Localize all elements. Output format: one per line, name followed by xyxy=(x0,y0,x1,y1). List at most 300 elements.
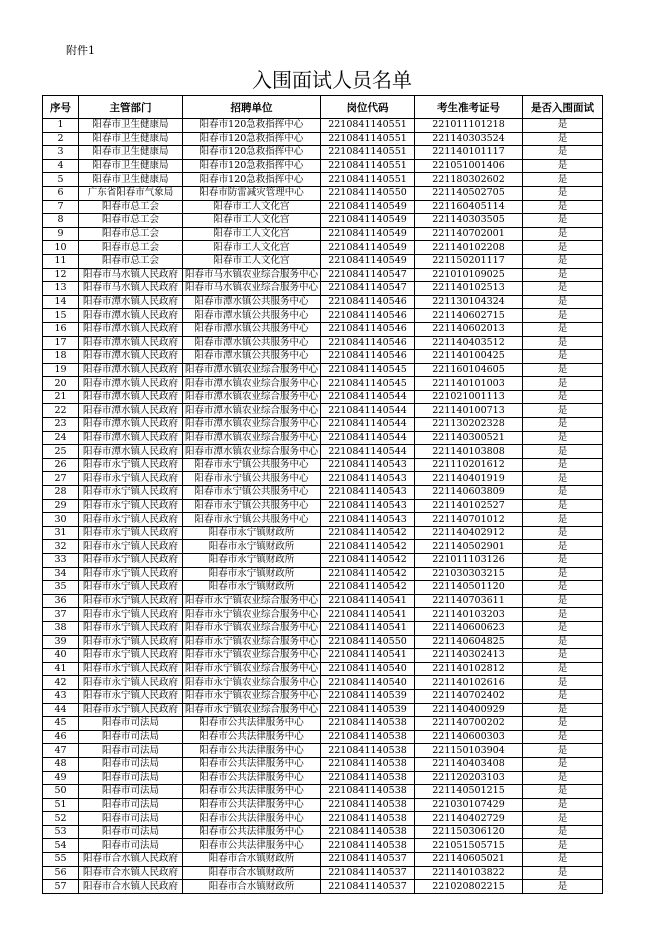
cell-shortlisted: 是 xyxy=(523,458,603,472)
cell-ticket-number: 221160405114 xyxy=(415,200,523,214)
cell-shortlisted: 是 xyxy=(523,499,603,513)
cell-shortlisted: 是 xyxy=(523,363,603,377)
cell-shortlisted: 是 xyxy=(523,186,603,200)
header-shortlisted: 是否入围面试 xyxy=(523,96,603,119)
cell-department: 阳春市永宁镇人民政府 xyxy=(79,486,183,500)
cell-department: 阳春市潭水镇人民政府 xyxy=(79,404,183,418)
cell-position-code: 2210841140545 xyxy=(321,377,415,391)
cell-index: 36 xyxy=(43,594,79,608)
cell-shortlisted: 是 xyxy=(523,540,603,554)
cell-department: 阳春市司法局 xyxy=(79,839,183,853)
table-row xyxy=(43,309,603,323)
cell-ticket-number: 221140100425 xyxy=(415,350,523,364)
cell-index: 3 xyxy=(43,146,79,160)
cell-ticket-number: 221140403408 xyxy=(415,757,523,771)
cell-index: 12 xyxy=(43,268,79,282)
cell-index: 49 xyxy=(43,771,79,785)
cell-ticket-number: 221150306120 xyxy=(415,825,523,839)
cell-employer: 阳春市潭水镇公共服务中心 xyxy=(183,295,321,309)
cell-position-code: 2210841140542 xyxy=(321,554,415,568)
cell-index: 9 xyxy=(43,227,79,241)
table-row xyxy=(43,554,603,568)
cell-shortlisted: 是 xyxy=(523,200,603,214)
cell-index: 30 xyxy=(43,513,79,527)
cell-employer: 阳春市潭水镇农业综合服务中心 xyxy=(183,363,321,377)
cell-position-code: 2210841140549 xyxy=(321,241,415,255)
table-row xyxy=(43,608,603,622)
cell-shortlisted: 是 xyxy=(523,377,603,391)
cell-position-code: 2210841140541 xyxy=(321,621,415,635)
cell-department: 阳春市卫生健康局 xyxy=(79,159,183,173)
cell-shortlisted: 是 xyxy=(523,159,603,173)
cell-employer: 阳春市潭水镇农业综合服务中心 xyxy=(183,445,321,459)
cell-position-code: 2210841140550 xyxy=(321,635,415,649)
cell-index: 27 xyxy=(43,472,79,486)
cell-department: 阳春市合水镇人民政府 xyxy=(79,866,183,880)
cell-department: 阳春市永宁镇人民政府 xyxy=(79,608,183,622)
cell-index: 4 xyxy=(43,159,79,173)
cell-shortlisted: 是 xyxy=(523,241,603,255)
cell-employer: 阳春市合水镇财政所 xyxy=(183,853,321,867)
cell-employer: 阳春市公共法律服务中心 xyxy=(183,812,321,826)
cell-employer: 阳春市公共法律服务中心 xyxy=(183,771,321,785)
cell-shortlisted: 是 xyxy=(523,295,603,309)
cell-index: 25 xyxy=(43,445,79,459)
cell-ticket-number: 221140502901 xyxy=(415,540,523,554)
cell-index: 13 xyxy=(43,282,79,296)
cell-ticket-number: 221130104324 xyxy=(415,295,523,309)
table-row xyxy=(43,798,603,812)
cell-department: 阳春市永宁镇人民政府 xyxy=(79,513,183,527)
cell-ticket-number: 221140401919 xyxy=(415,472,523,486)
cell-shortlisted: 是 xyxy=(523,214,603,228)
cell-index: 54 xyxy=(43,839,79,853)
cell-index: 23 xyxy=(43,418,79,432)
cell-department: 阳春市司法局 xyxy=(79,730,183,744)
cell-ticket-number: 221140400929 xyxy=(415,703,523,717)
cell-position-code: 2210841140550 xyxy=(321,186,415,200)
cell-employer: 阳春市永宁镇财政所 xyxy=(183,540,321,554)
cell-shortlisted: 是 xyxy=(523,445,603,459)
cell-position-code: 2210841140543 xyxy=(321,499,415,513)
cell-department: 阳春市永宁镇人民政府 xyxy=(79,676,183,690)
cell-department: 阳春市卫生健康局 xyxy=(79,119,183,133)
cell-index: 39 xyxy=(43,635,79,649)
table-row xyxy=(43,119,603,133)
table-row xyxy=(43,132,603,146)
cell-ticket-number: 221140502705 xyxy=(415,186,523,200)
table-row xyxy=(43,812,603,826)
cell-index: 35 xyxy=(43,581,79,595)
cell-shortlisted: 是 xyxy=(523,880,603,894)
cell-index: 29 xyxy=(43,499,79,513)
cell-ticket-number: 221140102616 xyxy=(415,676,523,690)
cell-ticket-number: 221140102208 xyxy=(415,241,523,255)
cell-shortlisted: 是 xyxy=(523,730,603,744)
table-row xyxy=(43,322,603,336)
table-row xyxy=(43,336,603,350)
cell-shortlisted: 是 xyxy=(523,839,603,853)
cell-shortlisted: 是 xyxy=(523,322,603,336)
cell-department: 阳春市永宁镇人民政府 xyxy=(79,662,183,676)
cell-ticket-number: 221140700202 xyxy=(415,717,523,731)
table-row xyxy=(43,689,603,703)
cell-index: 17 xyxy=(43,336,79,350)
cell-shortlisted: 是 xyxy=(523,146,603,160)
cell-ticket-number: 221140701012 xyxy=(415,513,523,527)
table-row xyxy=(43,635,603,649)
cell-ticket-number: 221140303505 xyxy=(415,214,523,228)
cell-shortlisted: 是 xyxy=(523,798,603,812)
cell-department: 阳春市司法局 xyxy=(79,798,183,812)
cell-department: 阳春市马水镇人民政府 xyxy=(79,282,183,296)
cell-index: 46 xyxy=(43,730,79,744)
cell-ticket-number: 221140302413 xyxy=(415,649,523,663)
cell-position-code: 2210841140546 xyxy=(321,350,415,364)
cell-ticket-number: 221140402729 xyxy=(415,812,523,826)
cell-index: 32 xyxy=(43,540,79,554)
cell-shortlisted: 是 xyxy=(523,513,603,527)
cell-ticket-number: 221021001113 xyxy=(415,390,523,404)
cell-department: 阳春市永宁镇人民政府 xyxy=(79,594,183,608)
table-row xyxy=(43,445,603,459)
cell-employer: 阳春市永宁镇农业综合服务中心 xyxy=(183,676,321,690)
cell-employer: 阳春市潭水镇农业综合服务中心 xyxy=(183,431,321,445)
cell-department: 阳春市司法局 xyxy=(79,744,183,758)
cell-ticket-number: 221030303215 xyxy=(415,567,523,581)
table-row xyxy=(43,621,603,635)
cell-ticket-number: 221140602013 xyxy=(415,322,523,336)
header-position-code: 岗位代码 xyxy=(321,96,415,119)
cell-shortlisted: 是 xyxy=(523,567,603,581)
cell-employer: 阳春市潭水镇公共服务中心 xyxy=(183,322,321,336)
cell-ticket-number: 221140300521 xyxy=(415,431,523,445)
table-row xyxy=(43,662,603,676)
cell-employer: 阳春市120急救指挥中心 xyxy=(183,119,321,133)
cell-employer: 阳春市永宁镇农业综合服务中心 xyxy=(183,608,321,622)
cell-employer: 阳春市永宁镇公共服务中心 xyxy=(183,472,321,486)
cell-employer: 阳春市永宁镇农业综合服务中心 xyxy=(183,635,321,649)
cell-employer: 阳春市120急救指挥中心 xyxy=(183,146,321,160)
table-row xyxy=(43,377,603,391)
cell-index: 20 xyxy=(43,377,79,391)
table-row xyxy=(43,295,603,309)
cell-position-code: 2210841140546 xyxy=(321,309,415,323)
cell-index: 1 xyxy=(43,119,79,133)
cell-shortlisted: 是 xyxy=(523,635,603,649)
cell-index: 26 xyxy=(43,458,79,472)
table-row xyxy=(43,703,603,717)
cell-department: 阳春市司法局 xyxy=(79,812,183,826)
cell-employer: 阳春市潭水镇公共服务中心 xyxy=(183,350,321,364)
cell-department: 阳春市永宁镇人民政府 xyxy=(79,526,183,540)
cell-department: 阳春市潭水镇人民政府 xyxy=(79,390,183,404)
cell-department: 阳春市合水镇人民政府 xyxy=(79,853,183,867)
cell-ticket-number: 221150201117 xyxy=(415,254,523,268)
cell-department: 阳春市卫生健康局 xyxy=(79,173,183,187)
table-row xyxy=(43,825,603,839)
cell-ticket-number: 221011103126 xyxy=(415,554,523,568)
cell-shortlisted: 是 xyxy=(523,486,603,500)
cell-ticket-number: 221140501120 xyxy=(415,581,523,595)
cell-ticket-number: 221140703611 xyxy=(415,594,523,608)
cell-shortlisted: 是 xyxy=(523,608,603,622)
cell-employer: 阳春市永宁镇农业综合服务中心 xyxy=(183,703,321,717)
cell-ticket-number: 221140702001 xyxy=(415,227,523,241)
cell-position-code: 2210841140544 xyxy=(321,390,415,404)
table-row xyxy=(43,227,603,241)
cell-index: 8 xyxy=(43,214,79,228)
cell-index: 33 xyxy=(43,554,79,568)
table-row xyxy=(43,268,603,282)
table-row xyxy=(43,567,603,581)
cell-department: 阳春市潭水镇人民政府 xyxy=(79,445,183,459)
cell-department: 阳春市潭水镇人民政府 xyxy=(79,418,183,432)
cell-shortlisted: 是 xyxy=(523,594,603,608)
cell-ticket-number: 221130202328 xyxy=(415,418,523,432)
table-row xyxy=(43,186,603,200)
cell-position-code: 2210841140551 xyxy=(321,159,415,173)
cell-employer: 阳春市潭水镇农业综合服务中心 xyxy=(183,418,321,432)
cell-index: 2 xyxy=(43,132,79,146)
cell-department: 阳春市潭水镇人民政府 xyxy=(79,336,183,350)
cell-position-code: 2210841140540 xyxy=(321,662,415,676)
cell-position-code: 2210841140551 xyxy=(321,146,415,160)
cell-employer: 阳春市永宁镇财政所 xyxy=(183,526,321,540)
table-row xyxy=(43,241,603,255)
cell-department: 阳春市司法局 xyxy=(79,825,183,839)
table-row xyxy=(43,649,603,663)
cell-department: 阳春市永宁镇人民政府 xyxy=(79,703,183,717)
cell-index: 22 xyxy=(43,404,79,418)
cell-ticket-number: 221140600623 xyxy=(415,621,523,635)
cell-position-code: 2210841140537 xyxy=(321,853,415,867)
cell-position-code: 2210841140538 xyxy=(321,757,415,771)
cell-employer: 阳春市公共法律服务中心 xyxy=(183,717,321,731)
cell-employer: 阳春市潭水镇公共服务中心 xyxy=(183,309,321,323)
cell-shortlisted: 是 xyxy=(523,173,603,187)
cell-employer: 阳春市马水镇农业综合服务中心 xyxy=(183,282,321,296)
cell-index: 28 xyxy=(43,486,79,500)
cell-shortlisted: 是 xyxy=(523,689,603,703)
cell-employer: 阳春市防雷减灾管理中心 xyxy=(183,186,321,200)
cell-shortlisted: 是 xyxy=(523,554,603,568)
cell-index: 19 xyxy=(43,363,79,377)
table-row xyxy=(43,431,603,445)
cell-position-code: 2210841140546 xyxy=(321,295,415,309)
cell-department: 阳春市马水镇人民政府 xyxy=(79,268,183,282)
cell-department: 阳春市永宁镇人民政府 xyxy=(79,581,183,595)
cell-shortlisted: 是 xyxy=(523,757,603,771)
table-row xyxy=(43,282,603,296)
cell-employer: 阳春市永宁镇财政所 xyxy=(183,581,321,595)
cell-employer: 阳春市120急救指挥中心 xyxy=(183,159,321,173)
cell-index: 40 xyxy=(43,649,79,663)
cell-position-code: 2210841140544 xyxy=(321,404,415,418)
cell-index: 10 xyxy=(43,241,79,255)
cell-ticket-number: 221140303524 xyxy=(415,132,523,146)
cell-ticket-number: 221140102812 xyxy=(415,662,523,676)
cell-position-code: 2210841140542 xyxy=(321,526,415,540)
table-row xyxy=(43,200,603,214)
cell-employer: 阳春市永宁镇农业综合服务中心 xyxy=(183,689,321,703)
cell-position-code: 2210841140538 xyxy=(321,839,415,853)
cell-shortlisted: 是 xyxy=(523,227,603,241)
cell-employer: 阳春市永宁镇公共服务中心 xyxy=(183,513,321,527)
cell-department: 阳春市永宁镇人民政府 xyxy=(79,499,183,513)
cell-index: 16 xyxy=(43,322,79,336)
table-row xyxy=(43,458,603,472)
table-row xyxy=(43,730,603,744)
cell-index: 21 xyxy=(43,390,79,404)
cell-index: 18 xyxy=(43,350,79,364)
cell-department: 阳春市卫生健康局 xyxy=(79,146,183,160)
cell-index: 56 xyxy=(43,866,79,880)
cell-ticket-number: 221030107429 xyxy=(415,798,523,812)
cell-employer: 阳春市合水镇财政所 xyxy=(183,880,321,894)
cell-position-code: 2210841140542 xyxy=(321,540,415,554)
table-row xyxy=(43,390,603,404)
cell-index: 43 xyxy=(43,689,79,703)
cell-employer: 阳春市潭水镇农业综合服务中心 xyxy=(183,390,321,404)
cell-employer: 阳春市公共法律服务中心 xyxy=(183,839,321,853)
cell-employer: 阳春市永宁镇财政所 xyxy=(183,554,321,568)
cell-position-code: 2210841140537 xyxy=(321,866,415,880)
cell-ticket-number: 221140103808 xyxy=(415,445,523,459)
cell-index: 14 xyxy=(43,295,79,309)
cell-shortlisted: 是 xyxy=(523,404,603,418)
cell-department: 阳春市司法局 xyxy=(79,757,183,771)
cell-department: 阳春市总工会 xyxy=(79,200,183,214)
cell-employer: 阳春市永宁镇公共服务中心 xyxy=(183,486,321,500)
cell-shortlisted: 是 xyxy=(523,744,603,758)
cell-index: 41 xyxy=(43,662,79,676)
cell-ticket-number: 221140702402 xyxy=(415,689,523,703)
cell-position-code: 2210841140538 xyxy=(321,730,415,744)
table-row xyxy=(43,526,603,540)
table-row xyxy=(43,363,603,377)
cell-ticket-number: 221140403512 xyxy=(415,336,523,350)
cell-position-code: 2210841140551 xyxy=(321,132,415,146)
cell-department: 阳春市永宁镇人民政府 xyxy=(79,554,183,568)
table-row xyxy=(43,785,603,799)
cell-position-code: 2210841140539 xyxy=(321,703,415,717)
cell-employer: 阳春市公共法律服务中心 xyxy=(183,798,321,812)
cell-department: 阳春市潭水镇人民政府 xyxy=(79,322,183,336)
cell-ticket-number: 221051505715 xyxy=(415,839,523,853)
cell-employer: 阳春市公共法律服务中心 xyxy=(183,757,321,771)
cell-employer: 阳春市潭水镇公共服务中心 xyxy=(183,336,321,350)
cell-position-code: 2210841140537 xyxy=(321,880,415,894)
cell-index: 51 xyxy=(43,798,79,812)
cell-shortlisted: 是 xyxy=(523,853,603,867)
cell-index: 5 xyxy=(43,173,79,187)
cell-department: 阳春市永宁镇人民政府 xyxy=(79,540,183,554)
cell-shortlisted: 是 xyxy=(523,703,603,717)
cell-shortlisted: 是 xyxy=(523,676,603,690)
cell-employer: 阳春市工人文化宫 xyxy=(183,254,321,268)
cell-ticket-number: 221150103904 xyxy=(415,744,523,758)
cell-employer: 阳春市合水镇财政所 xyxy=(183,866,321,880)
cell-employer: 阳春市潭水镇农业综合服务中心 xyxy=(183,404,321,418)
cell-shortlisted: 是 xyxy=(523,390,603,404)
cell-index: 55 xyxy=(43,853,79,867)
cell-employer: 阳春市永宁镇农业综合服务中心 xyxy=(183,649,321,663)
cell-ticket-number: 221180302602 xyxy=(415,173,523,187)
cell-ticket-number: 221140102527 xyxy=(415,499,523,513)
table-row xyxy=(43,254,603,268)
cell-position-code: 2210841140538 xyxy=(321,771,415,785)
cell-index: 7 xyxy=(43,200,79,214)
cell-shortlisted: 是 xyxy=(523,350,603,364)
cell-shortlisted: 是 xyxy=(523,431,603,445)
table-row xyxy=(43,404,603,418)
cell-ticket-number: 221140102513 xyxy=(415,282,523,296)
cell-index: 11 xyxy=(43,254,79,268)
cell-ticket-number: 221140604825 xyxy=(415,635,523,649)
cell-department: 阳春市永宁镇人民政府 xyxy=(79,635,183,649)
cell-position-code: 2210841140546 xyxy=(321,336,415,350)
cell-position-code: 2210841140538 xyxy=(321,717,415,731)
cell-ticket-number: 221140603809 xyxy=(415,486,523,500)
cell-position-code: 2210841140538 xyxy=(321,744,415,758)
cell-department: 阳春市司法局 xyxy=(79,717,183,731)
cell-position-code: 2210841140547 xyxy=(321,282,415,296)
cell-employer: 阳春市公共法律服务中心 xyxy=(183,825,321,839)
cell-ticket-number: 221140100713 xyxy=(415,404,523,418)
cell-ticket-number: 221140600303 xyxy=(415,730,523,744)
table-row xyxy=(43,866,603,880)
table-row xyxy=(43,757,603,771)
table-row xyxy=(43,717,603,731)
cell-shortlisted: 是 xyxy=(523,812,603,826)
cell-department: 阳春市总工会 xyxy=(79,241,183,255)
cell-index: 24 xyxy=(43,431,79,445)
table-row xyxy=(43,499,603,513)
cell-employer: 阳春市永宁镇农业综合服务中心 xyxy=(183,594,321,608)
cell-index: 6 xyxy=(43,186,79,200)
cell-position-code: 2210841140543 xyxy=(321,513,415,527)
cell-department: 阳春市永宁镇人民政府 xyxy=(79,649,183,663)
cell-department: 阳春市潭水镇人民政府 xyxy=(79,431,183,445)
cell-employer: 阳春市工人文化宫 xyxy=(183,227,321,241)
cell-position-code: 2210841140541 xyxy=(321,594,415,608)
cell-employer: 阳春市潭水镇农业综合服务中心 xyxy=(183,377,321,391)
cell-department: 阳春市永宁镇人民政府 xyxy=(79,458,183,472)
cell-shortlisted: 是 xyxy=(523,621,603,635)
cell-index: 42 xyxy=(43,676,79,690)
cell-index: 44 xyxy=(43,703,79,717)
cell-shortlisted: 是 xyxy=(523,254,603,268)
cell-department: 阳春市永宁镇人民政府 xyxy=(79,689,183,703)
cell-employer: 阳春市120急救指挥中心 xyxy=(183,132,321,146)
cell-index: 34 xyxy=(43,567,79,581)
cell-employer: 阳春市永宁镇财政所 xyxy=(183,567,321,581)
table-header-row xyxy=(43,96,603,119)
cell-shortlisted: 是 xyxy=(523,717,603,731)
cell-position-code: 2210841140547 xyxy=(321,268,415,282)
cell-position-code: 2210841140538 xyxy=(321,812,415,826)
cell-department: 阳春市总工会 xyxy=(79,214,183,228)
cell-department: 阳春市永宁镇人民政府 xyxy=(79,567,183,581)
cell-position-code: 2210841140542 xyxy=(321,581,415,595)
cell-employer: 阳春市永宁镇公共服务中心 xyxy=(183,458,321,472)
cell-employer: 阳春市永宁镇农业综合服务中心 xyxy=(183,662,321,676)
cell-shortlisted: 是 xyxy=(523,132,603,146)
cell-position-code: 2210841140538 xyxy=(321,785,415,799)
cell-position-code: 2210841140541 xyxy=(321,649,415,663)
cell-shortlisted: 是 xyxy=(523,418,603,432)
